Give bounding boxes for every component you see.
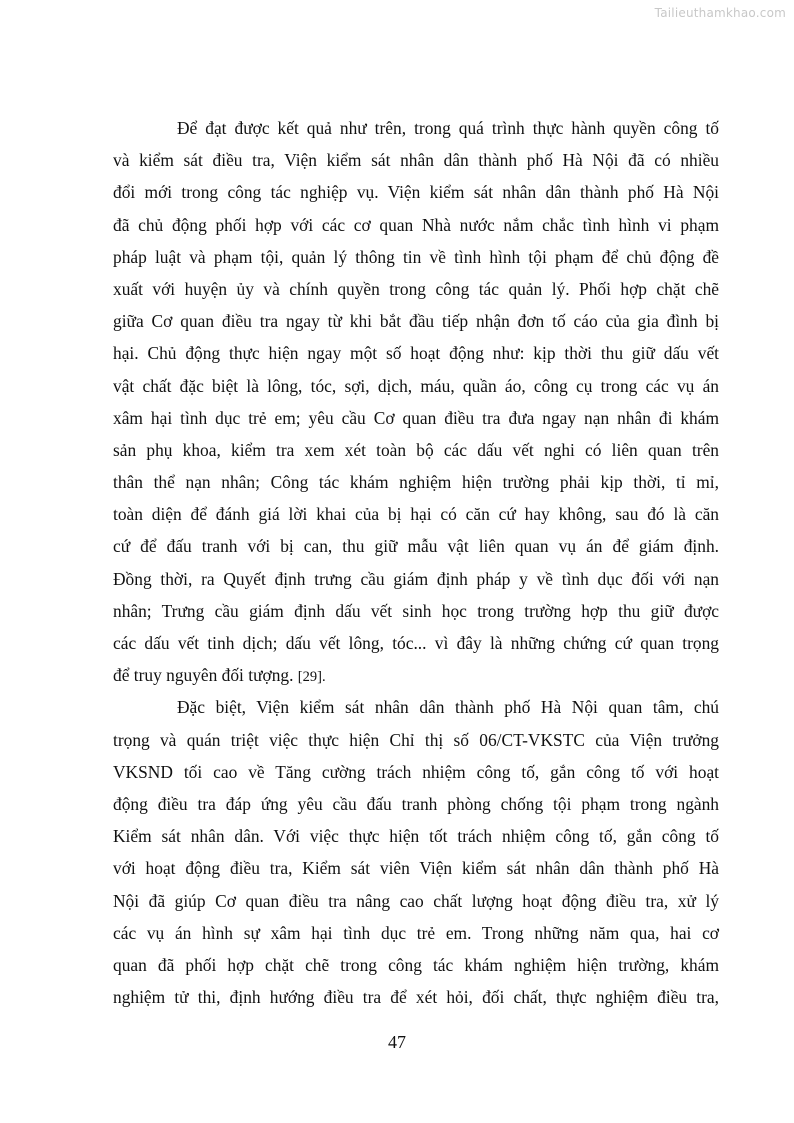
text-line: Để đạt được kết quả như trên, trong quá trình thực hành quyền công tố — [177, 118, 719, 138]
paragraph-1 — [113, 112, 719, 691]
text-line: thân thể nạn nhân; Công tác khám nghiệm hiện trường phải kịp thời, tỉ mỉ, — [113, 472, 719, 493]
page-number: 47 — [388, 1032, 406, 1052]
text-line: cứ để đấu tranh với bị can, thu giữ mẫu vật liên quan vụ án để giám định. — [113, 536, 719, 557]
text-line: với hoạt động điều tra, Kiểm sát viên Viện kiểm sát nhân dân thành phố Hà — [113, 858, 719, 879]
text-line: các dấu vết tinh dịch; dấu vết lông, tóc... vì đây là những chứng cứ quan trọng — [113, 633, 719, 653]
text-line: Đặc biệt, Viện kiểm sát nhân dân thành phố Hà Nội quan tâm, chú — [177, 697, 719, 718]
text-line: nhân; Trưng cầu giám định dấu vết sinh học trong trường hợp thu giữ được — [113, 600, 719, 621]
text-line: vật chất đặc biệt là lông, tóc, sợi, dịch, máu, quần áo, công cụ trong các vụ án — [113, 375, 719, 396]
text-line: giữa Cơ quan điều tra ngay từ khi bắt đầu tiếp nhận đơn tố cáo của gia đình bị — [113, 311, 719, 332]
text-line: động điều tra đáp ứng yêu cầu đấu tranh phòng chống tội phạm trong ngành — [113, 793, 719, 814]
text-line: các vụ án hình sự xâm hại tình dục trẻ em. Trong những năm qua, hai cơ — [113, 922, 719, 943]
text-line: Kiểm sát nhân dân. Với việc thực hiện tốt trách nhiệm công tố, gắn công tố — [113, 826, 719, 847]
text-line: xuất với huyện ủy và chính quyền trong công tác quản lý. Phối hợp chặt chẽ — [113, 278, 719, 299]
document-body — [113, 112, 719, 1013]
text-line: Nội đã giúp Cơ quan điều tra nâng cao chất lượng hoạt động điều tra, xử lý — [113, 890, 719, 911]
text-line: đổi mới trong công tác nghiệp vụ. Viện kiểm sát nhân dân thành phố Hà Nội — [113, 182, 719, 203]
text-line: và kiểm sát điều tra, Viện kiểm sát nhân dân thành phố Hà Nội đã có nhiều — [113, 150, 719, 171]
text-line: VKSND tối cao về Tăng cường trách nhiệm công tố, gắn công tố với hoạt — [113, 761, 719, 782]
text-line: pháp luật và phạm tội, quản lý thông tin về tình hình tội phạm để chủ động đề — [113, 246, 719, 267]
text-line: sản phụ khoa, kiểm tra xem xét toàn bộ các dấu vết nghi có liên quan trên — [113, 439, 719, 460]
text-line: quan đã phối hợp chặt chẽ trong công tác khám nghiệm hiện trường, khám — [113, 954, 719, 975]
citation-reference: [29]. — [297, 669, 326, 686]
paragraph-2 — [113, 691, 719, 1013]
text-line: hại. Chủ động thực hiện ngay một số hoạt động như: kịp thời thu giữ dấu vết — [113, 343, 719, 364]
watermark: Tailieuthamkhao.com — [654, 6, 786, 20]
text-line-content: để truy nguyên đối tượng. — [113, 665, 294, 686]
text-line: toàn diện để đánh giá lời khai của bị hại có căn cứ hay không, sau đó là căn — [113, 504, 719, 525]
text-line — [113, 659, 719, 691]
text-line: nghiệm tử thi, định hướng điều tra để xét hỏi, đối chất, thực nghiệm điều tra, — [113, 987, 719, 1008]
text-line: đã chủ động phối hợp với các cơ quan Nhà nước nắm chắc tình hình vi phạm — [113, 214, 719, 235]
text-line: Đồng thời, ra Quyết định trưng cầu giám định pháp y về tình dục đối với nạn — [113, 568, 719, 589]
text-line: xâm hại tình dục trẻ em; yêu cầu Cơ quan điều tra đưa ngay nạn nhân đi khám — [113, 407, 719, 428]
text-line: trọng và quán triệt việc thực hiện Chỉ thị số 06/CT-VKSTC của Viện trưởng — [113, 729, 719, 750]
